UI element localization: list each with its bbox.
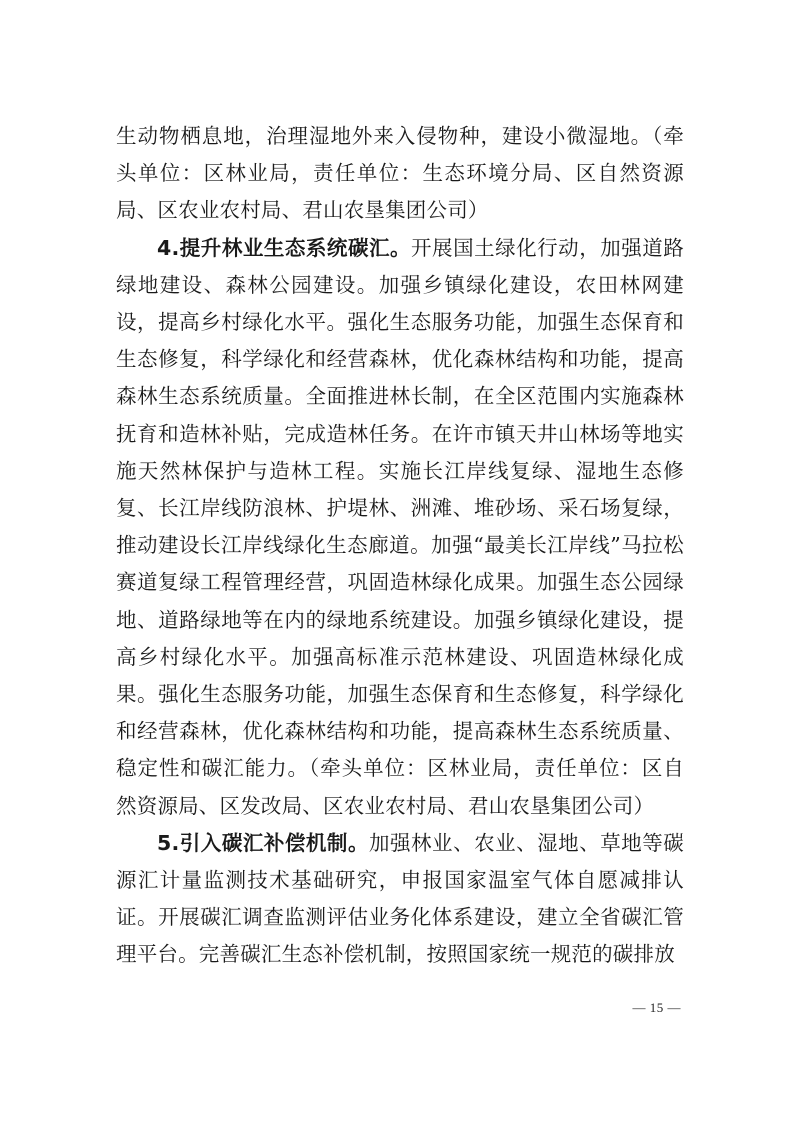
responsibility-note: （牵头单位：区林业局，责任单位：区自然资源局、区发改局、区农业农村局、君山农垦集团公司）: [116, 756, 684, 818]
document-body: [116, 118, 684, 974]
section-heading-4: 4.提升林业生态系统碳汇。: [157, 235, 412, 260]
responsibility-note: （牵头单位：区林业局，责任单位：生态环境分局、区自然资源局、区农业农村局、君山农垦集团公司）: [116, 124, 685, 223]
section-heading-5: 5.引入碳汇补偿机制。: [157, 830, 369, 855]
paragraph-text: 加强林业、农业、湿地、草地等碳源汇计量监测技术基础研究，申报国家温室气体自愿减排认证。开展碳汇调查监测评估业务化体系建设，建立全省碳汇管理平台。完善碳汇生态补偿机制，按照国家统一规范的碳排放: [116, 830, 684, 967]
paragraph-carbon-compensation: [116, 825, 684, 974]
paragraph-text: 生动物栖息地，治理湿地外来入侵物种，建设小微湿地。: [116, 124, 653, 148]
paragraph-forestry-carbon-sink: [116, 230, 684, 825]
page-number: — 15 —: [632, 1000, 681, 1015]
paragraph-wetland-continued: [116, 118, 684, 230]
paragraph-text: 开展国土绿化行动，加强道路绿地建设、森林公园建设。加强乡镇绿化建设，农田林网建设，提高乡村绿化水平。强化生态服务功能，加强生态保育和生态修复，科学绿化和经营森林，优化森林结构和功能，提高森林生态系统质量。全面推进林长制，在全区范围内实施森林抚育和造林补贴，完成造林任务。在许市镇天井山林场等地实施天然林保护与造林工程。实施长江岸线复绿、湿地生态修复、长江岸线防浪林、护堤林、洲滩、堆砂场、采石场复绿，推动建设长江岸线绿化生态廊道。加强“最美长江岸线”马拉松赛道复绿工程管理经营，巩固造林绿化成果。加强生态公园绿地、道路绿地等在内的绿地系统建设。加强乡镇绿化建设，提高乡村绿化水平。加强高标准示范林建设、巩固造林绿化成果。强化生态服务功能，加强生态保育和生态修复，科学绿化和经营森林，优化森林结构和功能，提高森林生态系统质量、稳定性和碳汇能力。: [116, 235, 684, 781]
